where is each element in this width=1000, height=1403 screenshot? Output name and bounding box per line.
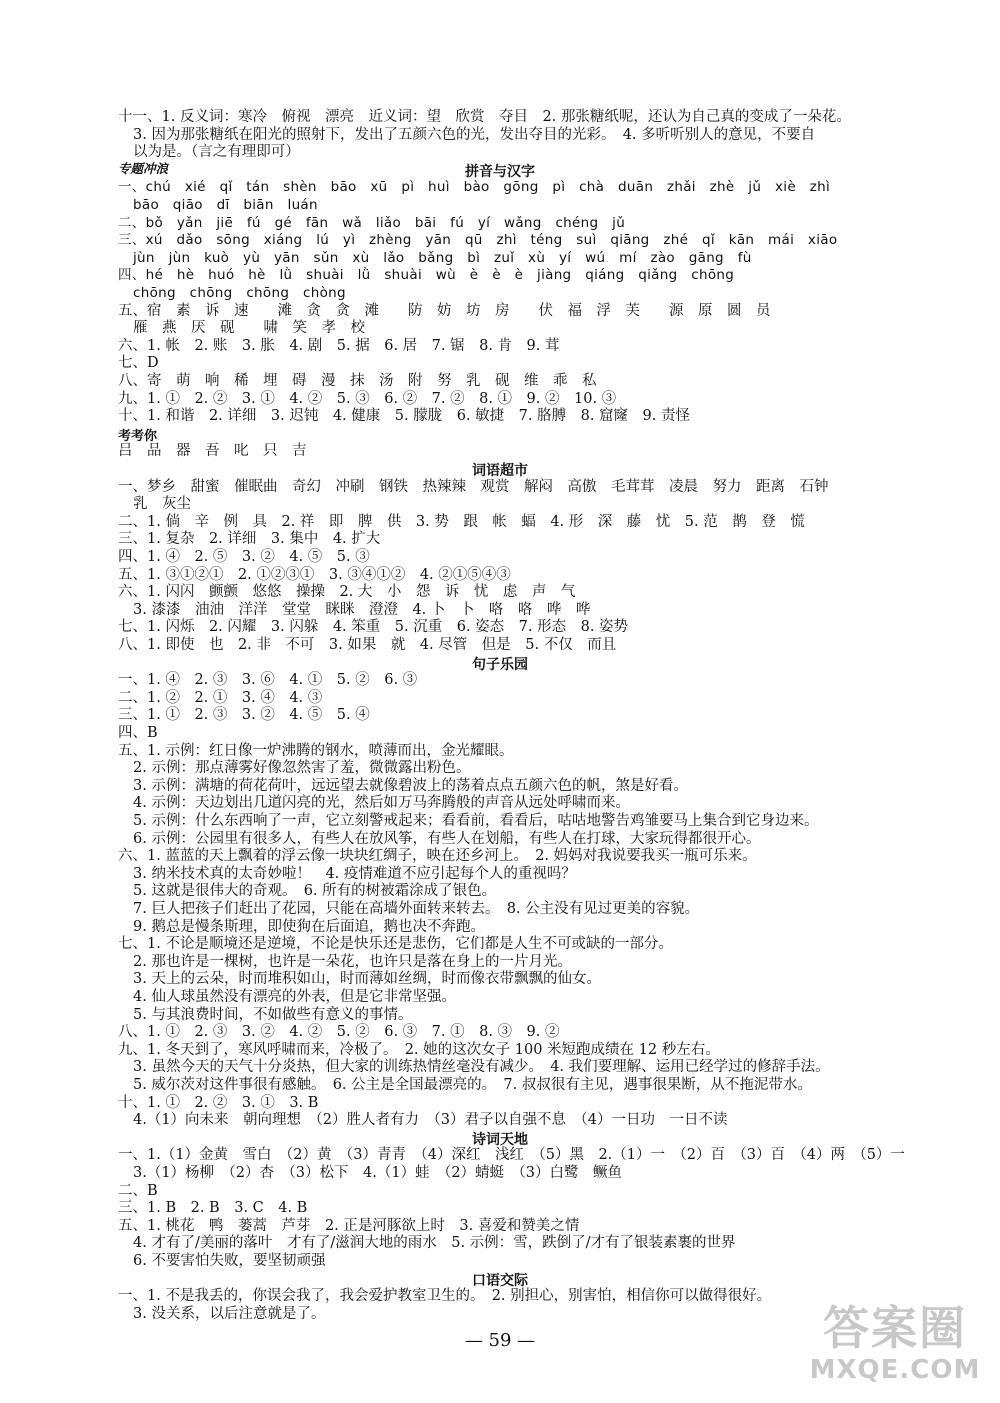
pinyin-line: jùn jùn kuò yù yān sǔn xù lǎo bǎng bì zuǐ xù yí wú mí zào gāng fù bbox=[133, 249, 752, 266]
text-line: 9. 鹅总是慢条斯理，即使狗在后面追，鹅也决不奔跑。 bbox=[133, 918, 485, 935]
text-line: 四、B bbox=[118, 725, 158, 741]
watermark-logo bbox=[800, 1303, 990, 1395]
text-line: 七、1. 不论是顺境还是逆境，不论是快乐还是悲伤，它们都是人生不可或缺的一部分。 bbox=[118, 936, 673, 953]
pinyin-line: chōng chōng chōng chòng bbox=[133, 285, 346, 301]
text-line: 五、1. 示例：红日像一炉沸腾的钢水，喷薄而出，金光耀眼。 bbox=[118, 742, 514, 759]
section-title-words: 词语超市 bbox=[472, 463, 528, 479]
text-line: 五、1. 桃花 鸭 蒌蒿 芦芽 2. 正是河豚欲上时 3. 喜爱和赞美之情 bbox=[118, 1217, 580, 1234]
text-line: 八、1. 即使 也 2. 非 不可 3. 如果 就 4. 尽管 但是 5. 不仅 而且 bbox=[118, 637, 617, 653]
text-line: 4.（1）向未来 朝向理想 （2）胜人者有力 （3）君子以自强不息 （4）一日功 一日不读 bbox=[133, 1112, 728, 1129]
text-line: 乳 灰尘 bbox=[133, 496, 191, 513]
pinyin-line: 二、bǒ yǎn jiē fú gé fān wǎ liǎo bāi fú yí wǎng chéng jǔ bbox=[118, 214, 626, 231]
pinyin-line: 三、xú dǎo sōng xiáng lú yì zhèng yān qū zhì téng suì qiāng zhé qǐ kān mái xiāo bbox=[118, 232, 838, 249]
text-line: 3. 因为那张糖纸在阳光的照射下，发出了五颜六色的光，发出夺目的光彩。 4. 多听听别人的意见，不要自 bbox=[133, 126, 816, 143]
text-line: 4. 仙人球虽然没有漂亮的外表，但是它非常坚强。 bbox=[133, 989, 456, 1005]
watermark-bottom: MXQE.COM bbox=[809, 1355, 981, 1385]
text-line: 2. 那也许是一棵树，也许是一朵花，也许只是落在身上的一片月光。 bbox=[133, 953, 572, 970]
text-line: 十、1. ① 2. ② 3. ① 3. B bbox=[118, 1094, 319, 1111]
text-line: 三、1. B 2. B 3. C 4. B bbox=[118, 1200, 308, 1217]
text-line: 一、1. 不是我丢的，你误会我了，我会爱护教室卫生的。 2. 别担心，别害怕，相信你可以做得很好。 bbox=[118, 1288, 772, 1305]
text-line: 3. 虽然今天的天气十分炎热，但大家的训练热情丝毫没有减少。 4. 我们要理解、运用已经学过的修辞手法。 bbox=[133, 1059, 830, 1076]
section-title-poems: 诗词天地 bbox=[472, 1131, 528, 1148]
section-title-oral: 口语交际 bbox=[472, 1272, 528, 1289]
text-line: 4. 示例：天边划出几道闪亮的光，然后如万马奔腾般的声音从远处呼啸而来。 bbox=[133, 795, 630, 812]
text-line: 九、1. ① 2. ② 3. ① 4. ② 5. ③ 6. ② 7. ② 8. ① 9. ② 10. ③ bbox=[118, 390, 617, 407]
section-title-pinyin: 拼音与汉字 bbox=[465, 163, 535, 180]
text-line: 5. 这就是很伟大的奇观。 6. 所有的树被霜涂成了银色。 bbox=[133, 883, 497, 900]
text-line: 十、1. 和谐 2. 详细 3. 迟钝 4. 健康 5. 朦胧 6. 敏捷 7. 胳膊 8. 窟窿 9. 责怪 bbox=[118, 408, 690, 425]
text-line: 一、1. ④ 2. ③ 3. ⑥ 4. ① 5. ② 6. ③ bbox=[118, 672, 418, 689]
text-line: 八、寄 萌 响 稀 埋 碍 漫 抹 汤 附 努 乳 砚 维 乖 私 bbox=[118, 373, 597, 389]
text-line: 六、1. 帐 2. 账 3. 胀 4. 剧 5. 据 6. 居 7. 锯 8. 肯 9. 茸 bbox=[118, 337, 560, 354]
text-line: 七、1. 闪烁 2. 闪耀 3. 闪躲 4. 笨重 5. 沉重 6. 姿态 7. 形态 8. 姿势 bbox=[118, 619, 629, 636]
text-line: 三、1. 复杂 2. 详细 3. 集中 4. 扩大 bbox=[118, 531, 381, 548]
pinyin-line: bāo qiāo dī biān luán bbox=[133, 197, 318, 213]
text-line: 3. 天上的云朵，时而堆积如山，时而薄如丝绸，时而像衣带飘飘的仙女。 bbox=[133, 971, 601, 988]
text-line: 5. 与其浪费时间，不如做些有意义的事情。 bbox=[133, 1006, 413, 1023]
section-title-sentences: 句子乐园 bbox=[472, 656, 528, 673]
page-number: — 59 — bbox=[464, 1330, 536, 1351]
text-line: 一、1.（1）金黄 雪白 （2）黄 （3）青青 （4）深红 浅红 （5）黑 2.（1）一 （2）百 （3）百 （4）两 （5）一 bbox=[118, 1147, 905, 1164]
text-line: 五、1. ③①②① 2. ①②③① 3. ③④①② 4. ②①⑤④③ bbox=[118, 566, 511, 583]
text-line: 吕 品 器 吾 叱 只 吉 bbox=[118, 443, 307, 460]
special-label: 专题冲浪 bbox=[118, 160, 169, 176]
text-line: 三、1. ① 2. ③ 3. ② 4. ⑤ 5. ④ bbox=[118, 707, 370, 724]
text-line: 5. 威尔茨对这件事很有感触。 6. 公主是全国最漂亮的。 7. 叔叔很有主见，遇事很果断，从不拖泥带水。 bbox=[133, 1077, 812, 1093]
text-line: 一、梦乡 甜蜜 催眠曲 奇幻 冲刷 钢铁 热辣辣 观赏 解闷 高傲 毛茸茸 凌晨 努力 距离 石钟 bbox=[118, 478, 829, 495]
text-line: 3. 漆漆 油油 洋洋 堂堂 眯眯 澄澄 4. 卜 卜 咯 咯 哗 哗 bbox=[133, 601, 591, 618]
text-line: 7. 巨人把孩子们赶出了花园，只能在高墙外面转来转去。 8. 公主没有见过更美的容貌。 bbox=[133, 901, 700, 917]
text-line: 3. 示例：满塘的荷花荷叶，远远望去就像碧波上的荡着点点五颜六色的帆，煞是好看。 bbox=[133, 777, 688, 794]
text-line: 九、1. 冬天到了，寒风呼啸而来，冷极了。 2. 她的这次女子 100 米短跑成绩在 12 秒左右。 bbox=[118, 1041, 720, 1058]
text-line: 4. 才有了/美丽的落叶 才有了/滋润大地的雨水 5. 示例：雪，跌倒了/才有了银装素裹的世界 bbox=[133, 1235, 736, 1252]
text-line: 5. 示例：什么东西响了一声，它立刻警戒起来；看看前，看看后，咕咕地警告鸡雏要马上集合到它身边来。 bbox=[133, 813, 819, 829]
text-line: 以为是。（言之有理即可） bbox=[133, 144, 300, 161]
text-line: 七、D bbox=[118, 355, 159, 372]
pinyin-line: 四、hé hè huó hè lǜ shuài lǜ shuài wù è è è jiàng qiáng qiǎng chōng bbox=[118, 267, 735, 284]
text-line: 3.（1）杨柳 （2）杏 （3）松下 4.（1）蛙 （2）蜻蜓 （3）白鹭 鳜鱼 bbox=[133, 1165, 623, 1181]
text-line: 3. 纳米技术真的太奇妙啦！ 4. 疫情难道不应引起每个人的重视吗？ bbox=[133, 865, 576, 882]
text-line: 3. 没关系，以后注意就是了。 bbox=[133, 1305, 326, 1322]
pinyin-line: 一、chú xié qǐ tán shèn bāo xū pì huì bào gōng pì chà duān zhǎi zhè jǔ xiè zhì bbox=[118, 179, 831, 196]
kaokao-label: 考考你 bbox=[118, 428, 158, 444]
text-line: 四、1. ④ 2. ⑤ 3. ② 4. ⑤ 5. ③ bbox=[118, 549, 370, 565]
text-line: 6. 不要害怕失败，要坚韧顽强 bbox=[133, 1253, 326, 1269]
text-line: 二、1. 倘 辛 例 具 2. 祥 即 脾 供 3. 势 跟 帐 蝠 4. 形 深 藤 忧 5. 范 鹊 登 慌 bbox=[118, 513, 805, 530]
text-line: 雁 燕 厌 砚 啸 笑 孝 校 bbox=[133, 320, 365, 337]
text-line: 十一、1. 反义词：寒冷 俯视 漂亮 近义词：望 欣赏 夺目 2. 那张糖纸呢，还认为自己真的变成了一朵花。 bbox=[118, 109, 851, 125]
text-line: 二、B bbox=[118, 1182, 158, 1199]
text-line: 二、1. ② 2. ① 3. ④ 4. ③ bbox=[118, 689, 323, 706]
text-line: 五、宿 素 诉 速 滩 贪 贪 滩 防 妨 坊 房 伏 福 浮 芙 源 原 圆 员 bbox=[118, 302, 771, 319]
text-line: 2. 示例：那点薄雾好像忽然害了羞，微微露出粉色。 bbox=[133, 760, 471, 777]
text-line: 六、1. 蓝蓝的天上飘着的浮云像一块块红绸子，映在还乡河上。 2. 妈妈对我说要我买一瓶可乐来。 bbox=[118, 848, 757, 865]
text-line: 六、1. 闪闪 颤颤 悠悠 操操 2. 大 小 怨 诉 忧 虑 声 气 bbox=[118, 584, 576, 601]
watermark-top: 答案圈 bbox=[823, 1301, 967, 1355]
text-line: 6. 示例：公园里有很多人，有些人在放风筝，有些人在划船，有些人在打球，大家玩得都很开心。 bbox=[133, 830, 761, 847]
text-line: 八、1. ① 2. ③ 3. ② 4. ② 5. ② 6. ③ 7. ① 8. ③ 9. ② bbox=[118, 1024, 560, 1041]
